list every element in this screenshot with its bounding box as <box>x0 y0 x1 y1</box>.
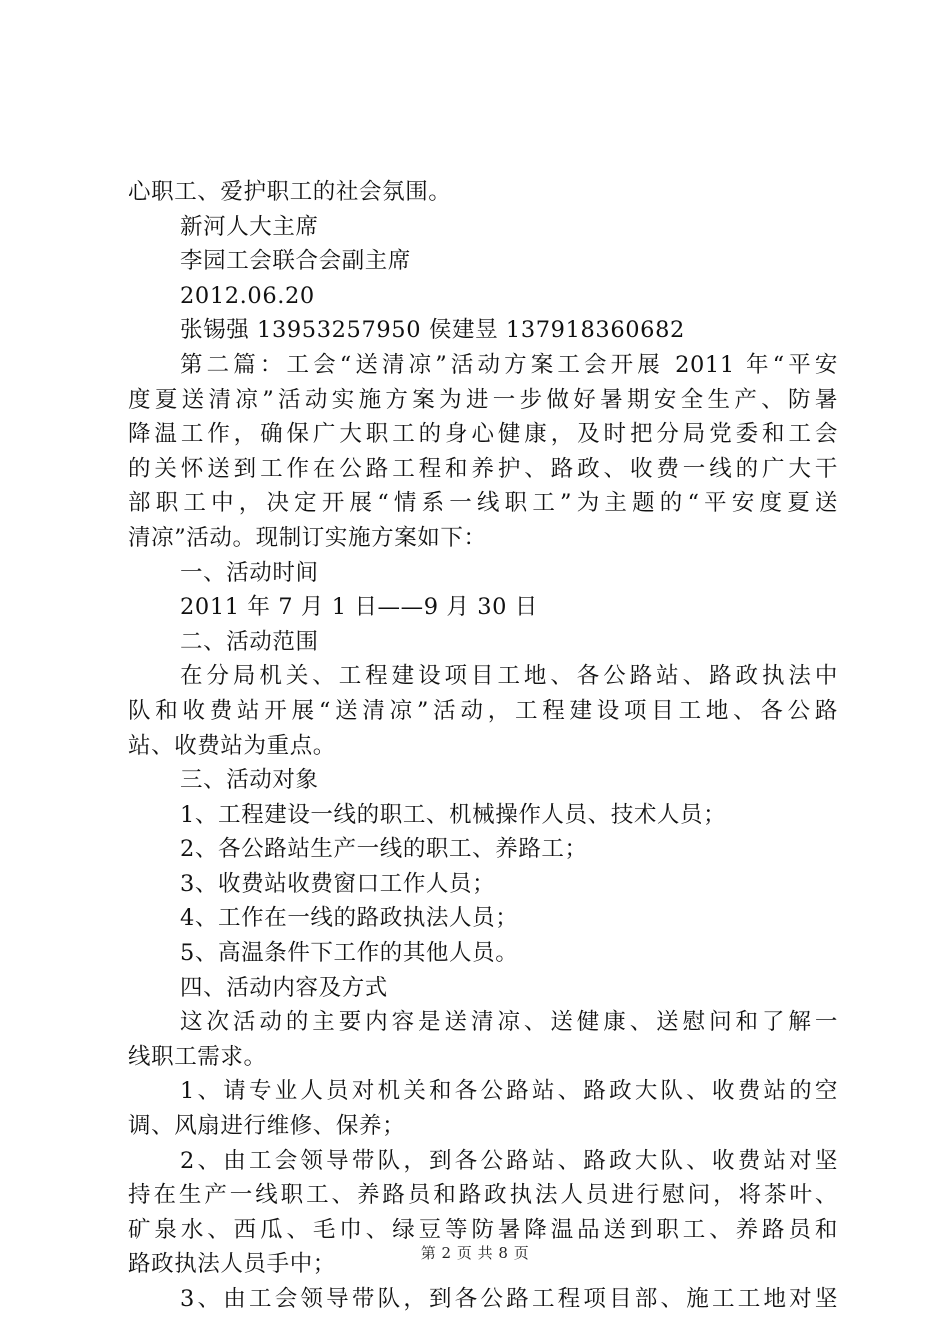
text-line: 线职工需求。 <box>128 1043 267 1070</box>
text-line: 矿泉水、西瓜、毛巾、绿豆等防暑降温品送到职工、养路员和 <box>128 1216 838 1243</box>
section-heading: 四、活动内容及方式 <box>180 974 388 1001</box>
section-heading: 三、活动对象 <box>180 767 319 794</box>
text-line: 的关怀送到工作在公路工程和养护、路政、收费一线的广大干 <box>128 455 838 482</box>
text-line: 队和收费站开展“送清凉”活动，工程建设项目工地、各公路 <box>128 697 838 724</box>
list-item: 3、由工会领导带队，到各公路工程项目部、施工工地对坚 <box>180 1286 838 1312</box>
text-line: 部职工中，决定开展“情系一线职工”为主题的“平安度夏送 <box>128 490 838 517</box>
document-body <box>128 175 838 1317</box>
section-heading: 一、活动时间 <box>180 559 319 586</box>
list-item: 3、收费站收费窗口工作人员； <box>180 870 496 897</box>
text-line: 站、收费站为重点。 <box>128 732 336 759</box>
page-footer: 第 2 页 共 8 页 <box>420 1244 530 1262</box>
text-line: 降温工作，确保广大职工的身心健康，及时把分局党委和工会 <box>128 421 838 448</box>
list-item: 4、工作在一线的路政执法人员； <box>180 905 519 932</box>
text-line: 张锡强 13953257950 侯建昱 137918360682 <box>180 317 685 344</box>
text-line: 持在生产一线职工、养路员和路政执法人员进行慰问，将茶叶、 <box>128 1182 838 1209</box>
text-line: 清凉”活动。现制订实施方案如下： <box>128 524 487 551</box>
text-line: 路政执法人员手中； <box>128 1251 336 1278</box>
list-item: 5、高温条件下工作的其他人员。 <box>180 940 519 967</box>
text-line: 2011 年 7 月 1 日——9 月 30 日 <box>180 594 538 621</box>
section-heading: 二、活动范围 <box>180 628 319 655</box>
list-item: 1、工程建设一线的职工、机械操作人员、技术人员； <box>180 801 727 828</box>
text-line: 李园工会联合会副主席 <box>180 248 412 275</box>
list-item: 1、请专业人员对机关和各公路站、路政大队、收费站的空 <box>180 1078 838 1105</box>
text-line: 新河人大主席 <box>180 213 319 240</box>
text-line: 度夏送清凉”活动实施方案为进一步做好暑期安全生产、防暑 <box>128 386 838 413</box>
text-line: 在分局机关、工程建设项目工地、各公路站、路政执法中 <box>180 663 838 690</box>
text-line: 第二篇：工会“送清凉”活动方案工会开展 2011 年“平安 <box>180 351 838 378</box>
text-line: 2012.06.20 <box>180 282 315 309</box>
list-item: 2、各公路站生产一线的职工、养路工； <box>180 836 588 863</box>
text-line: 心职工、爱护职工的社会氛围。 <box>128 179 452 205</box>
text-line: 这次活动的主要内容是送清凉、送健康、送慰问和了解一 <box>180 1009 838 1036</box>
text-line: 调、风扇进行维修、保养； <box>128 1113 406 1140</box>
list-item: 2、由工会领导带队，到各公路站、路政大队、收费站对坚 <box>180 1147 838 1174</box>
